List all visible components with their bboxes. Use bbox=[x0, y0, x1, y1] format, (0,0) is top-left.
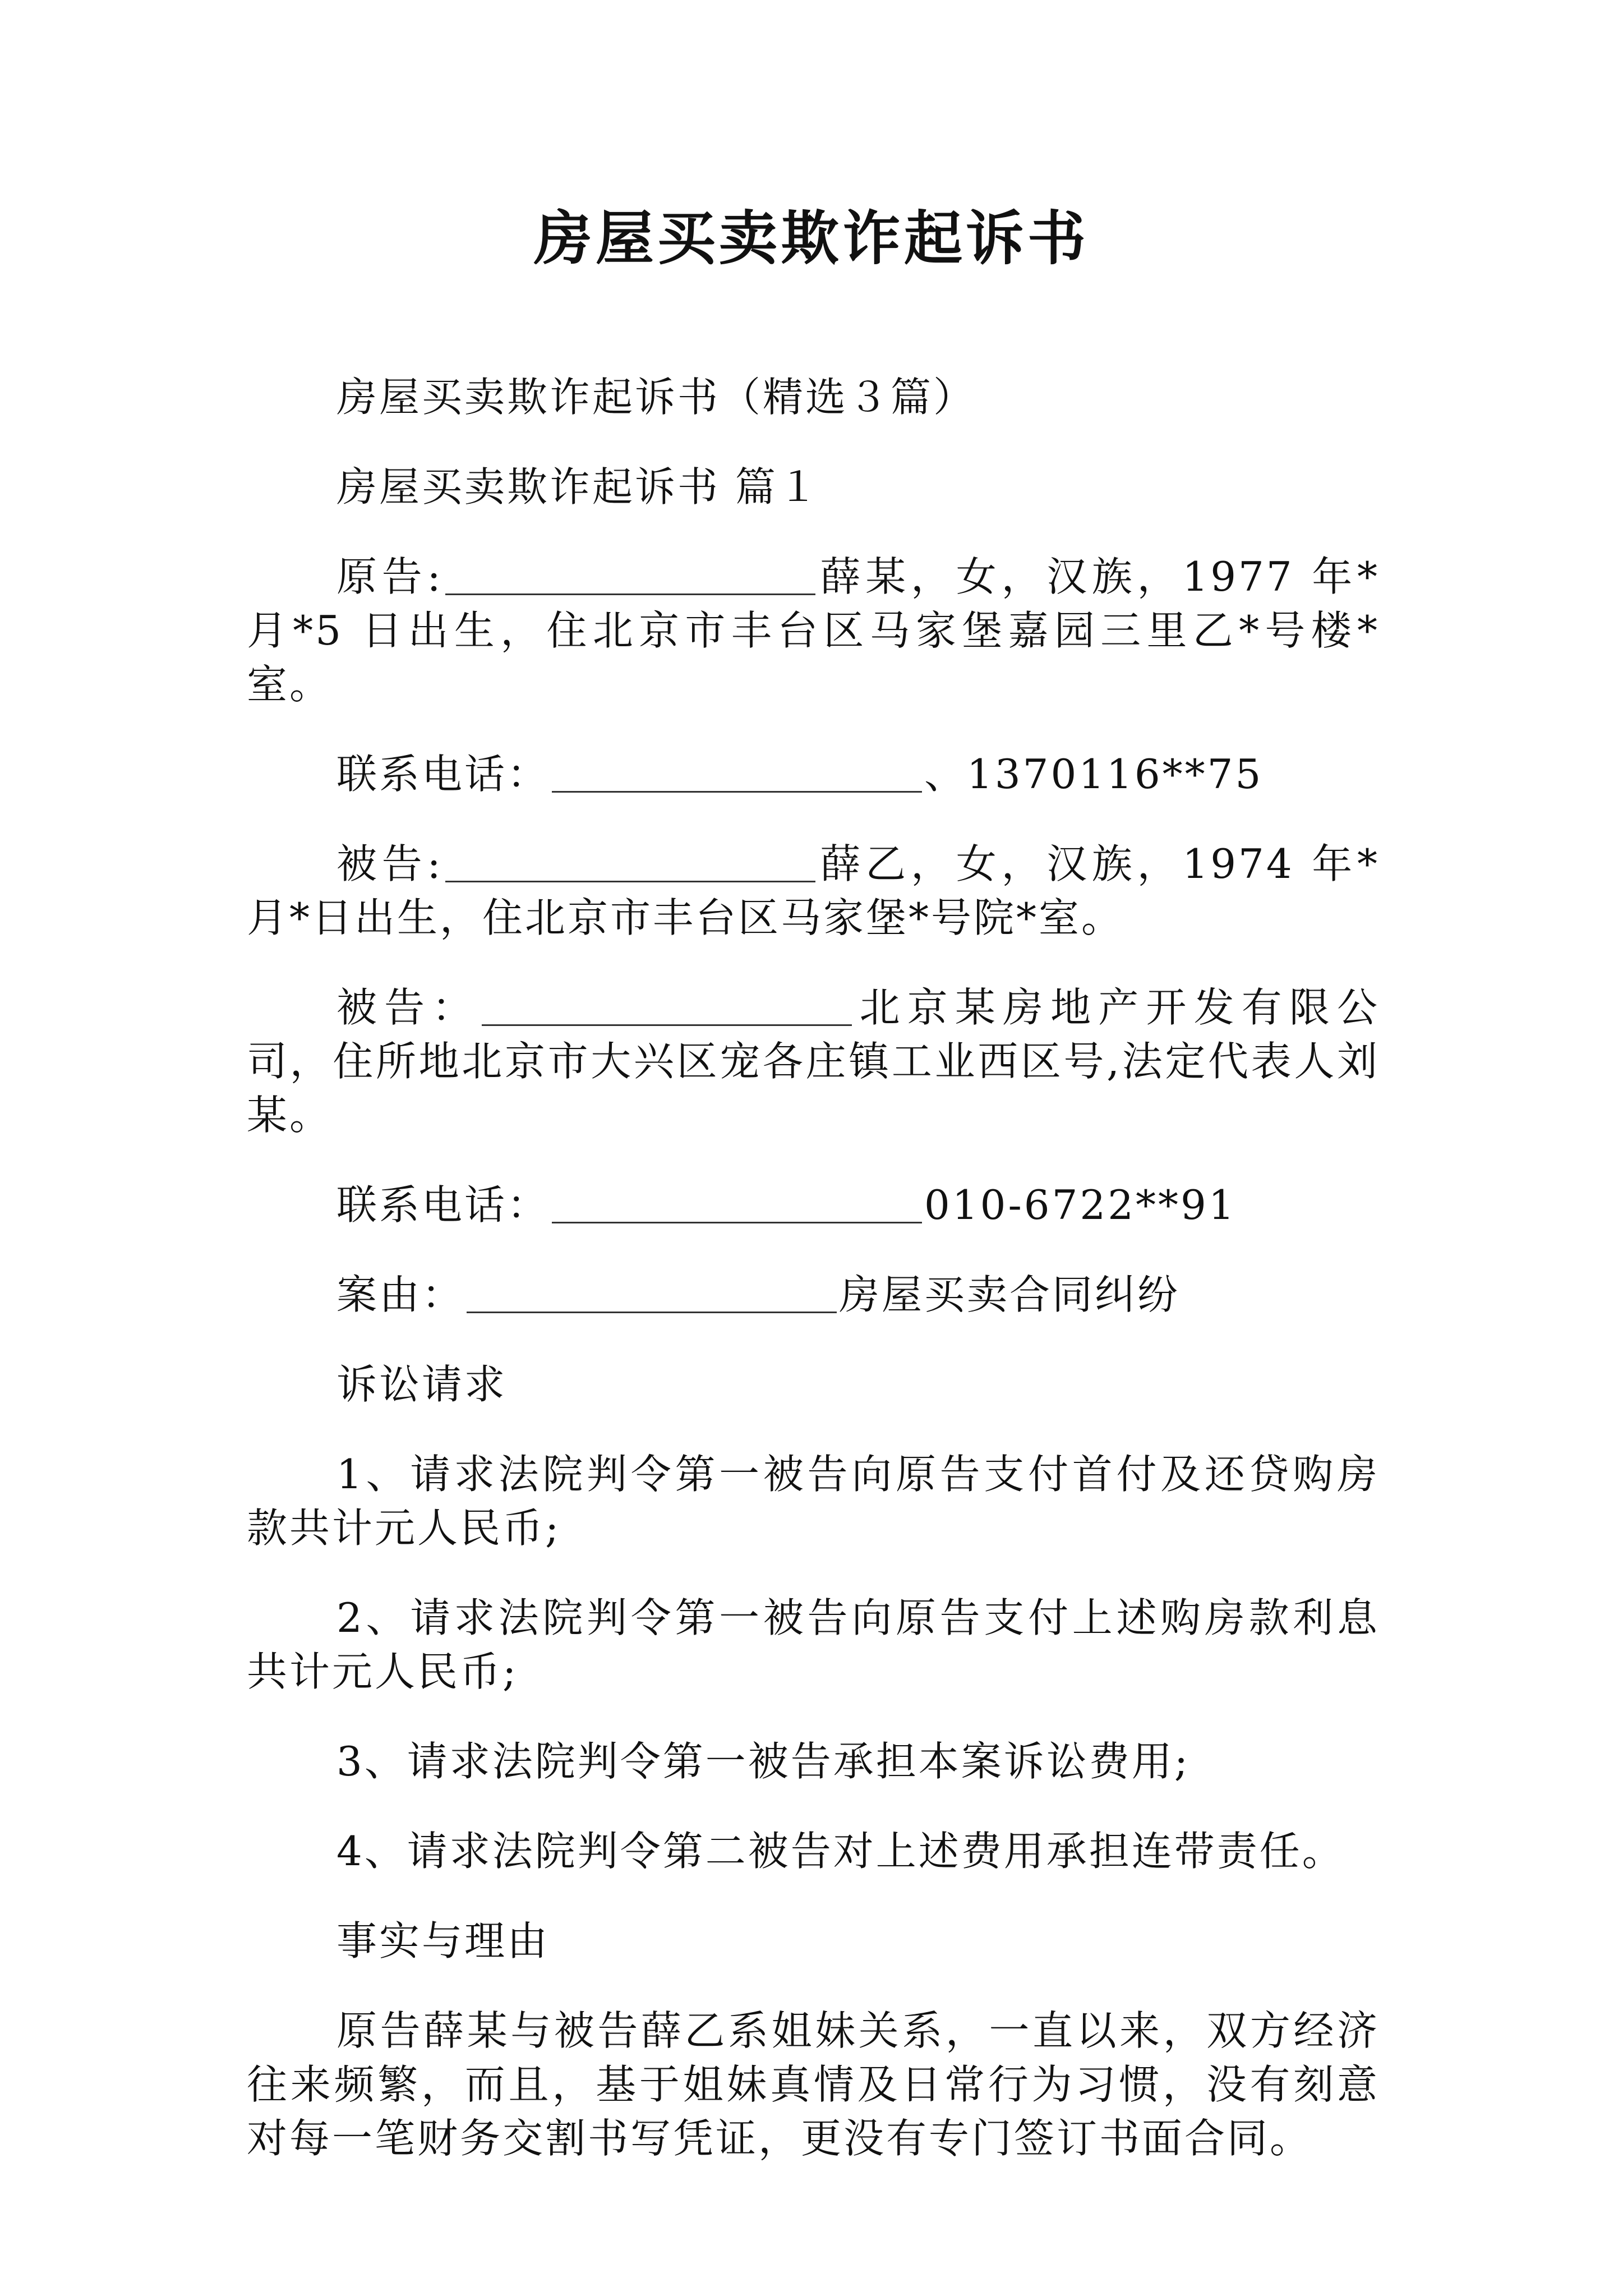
facts-heading: 事实与理由 bbox=[336, 1917, 550, 1964]
claim-4: 4、请求法院判令第二被告对上述费用承担连带责任。 bbox=[336, 1828, 1345, 1875]
cause-text: 房屋买卖合同纠纷 bbox=[839, 1271, 1181, 1318]
claim-2: 2、请求法院判令第一被告向原告支付上述购房款利息共计元人民币; bbox=[247, 1594, 1380, 1695]
cause-label: 案由： bbox=[336, 1271, 465, 1318]
phone1-blank-line bbox=[552, 752, 922, 793]
plaintiff-text: 薛某，女，汉族，1977 年*月*5 日出生，住北京市丰台区马家堡嘉园三里乙*号楼*室。 bbox=[247, 553, 1380, 708]
defendant1-paragraph bbox=[247, 837, 1380, 945]
cause-blank-line bbox=[467, 1272, 837, 1313]
document-title: 房屋买卖欺诈起诉书 bbox=[533, 204, 1089, 273]
defendant2-label: 被告： bbox=[336, 984, 480, 1031]
phone1-label: 联系电话： bbox=[336, 751, 550, 798]
plaintiff-blank-line bbox=[445, 554, 815, 595]
phone2-blank-line bbox=[552, 1182, 922, 1223]
defendant1-blank-line bbox=[445, 841, 815, 882]
subtitle: 房屋买卖欺诈起诉书（精选３篇） bbox=[336, 374, 976, 421]
phone1-paragraph bbox=[247, 747, 1380, 801]
document-body bbox=[247, 370, 1380, 2165]
plaintiff-paragraph bbox=[247, 550, 1380, 711]
claim-3: 3、请求法院判令第一被告承担本案诉讼费用; bbox=[336, 1738, 1191, 1785]
claim-1: 1、请求法院判令第一被告向原告支付首付及还贷购房款共计元人民币; bbox=[247, 1451, 1380, 1552]
cause-paragraph bbox=[247, 1268, 1380, 1322]
defendant2-paragraph bbox=[247, 981, 1380, 1142]
defendant2-text: 北京某房地产开发有限公司，住所地北京市大兴区宠各庄镇工业西区号,法定代表人刘某。 bbox=[247, 984, 1380, 1139]
defendant1-text: 薛乙，女，汉族，1974 年*月*日出生，住北京市丰台区马家堡*号院*室。 bbox=[247, 840, 1380, 941]
phone2-label: 联系电话： bbox=[336, 1181, 550, 1228]
facts-paragraph: 原告薛某与被告薛乙系姐妹关系，一直以来，双方经济往来频繁，而且，基于姐妹真情及日常行为习惯，没有刻意对每一笔财务交割书写凭证，更没有专门签订书面合同。 bbox=[247, 2007, 1380, 2162]
defendant1-label: 被告: bbox=[336, 840, 443, 887]
section-title: 房屋买卖欺诈起诉书 篇１ bbox=[336, 463, 820, 510]
phone1-text: 、1370116**75 bbox=[924, 751, 1264, 798]
plaintiff-label: 原告: bbox=[336, 553, 443, 600]
claims-heading: 诉讼请求 bbox=[336, 1361, 508, 1408]
phone2-paragraph bbox=[247, 1178, 1380, 1232]
phone2-text: 010-6722**91 bbox=[924, 1181, 1237, 1228]
defendant2-blank-line bbox=[482, 985, 852, 1026]
